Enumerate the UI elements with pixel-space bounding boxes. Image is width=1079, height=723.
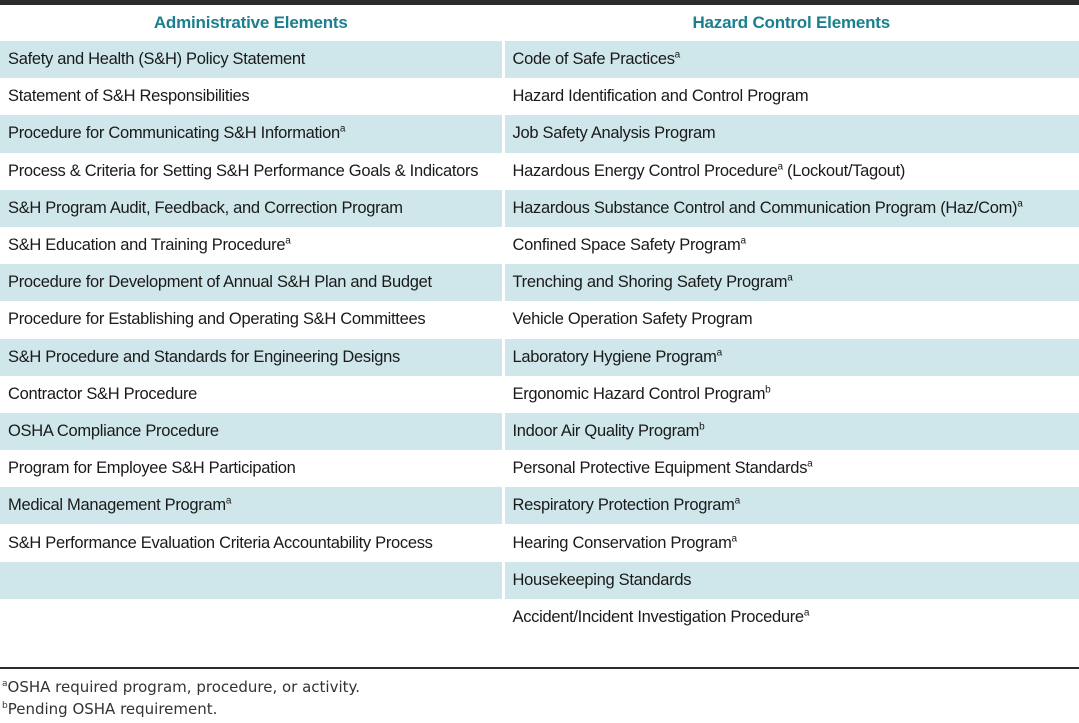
administrative-element-cell	[0, 339, 503, 376]
table-row	[0, 413, 1079, 450]
hazard-control-element-text: Trenching and Shoring Safety Program	[512, 273, 788, 292]
footnote-marker: a	[740, 235, 746, 247]
table-row	[0, 339, 1079, 376]
administrative-element-cell	[0, 115, 503, 152]
table-row	[0, 41, 1079, 78]
footnote-marker: a	[1017, 198, 1023, 210]
hazard-control-element-cell	[503, 153, 1079, 190]
hazard-control-element-cell	[503, 376, 1079, 413]
hazard-control-element-text: Respiratory Protection Program	[512, 496, 735, 515]
hazard-control-element-text: Confined Space Safety Program	[512, 236, 741, 255]
footnote-marker: a	[285, 235, 291, 247]
hazard-control-element-text: Vehicle Operation Safety Program	[512, 310, 753, 329]
table-body	[0, 41, 1079, 636]
hazard-control-elements-header: Hazard Control Elements	[503, 5, 1079, 41]
hazard-control-element-cell	[503, 301, 1079, 338]
hazard-control-element-cell	[503, 339, 1079, 376]
administrative-element-text: Process & Criteria for Setting S&H Performance Goals & Indicators	[8, 161, 479, 180]
administrative-element-cell	[0, 78, 503, 115]
footnote-marker: b	[699, 421, 705, 433]
table-row	[0, 301, 1079, 338]
table-row	[0, 115, 1079, 152]
table-row	[0, 153, 1079, 190]
administrative-element-text: Procedure for Development of Annual S&H Plan and Budget	[8, 273, 432, 292]
footnote-marker: a	[803, 607, 810, 619]
footnote-mark: b	[2, 701, 8, 711]
hazard-control-element-text: Job Safety Analysis Program	[512, 124, 716, 143]
administrative-element-cell	[0, 376, 503, 413]
footnote-marker: a	[674, 49, 680, 61]
hazard-control-element-cell	[503, 487, 1079, 524]
footnote-marker: a	[716, 347, 722, 359]
footnotes	[2, 676, 360, 720]
table-row	[0, 190, 1079, 227]
footnote-mark: a	[2, 679, 8, 689]
administrative-element-cell	[0, 153, 503, 190]
hazard-control-element-text: Ergonomic Hazard Control Program	[512, 384, 766, 403]
hazard-control-element-cell	[503, 41, 1079, 78]
hazard-control-element-text: Accident/Incident Investigation Procedure	[512, 607, 804, 626]
hazard-control-element-cell	[503, 227, 1079, 264]
table-row	[0, 227, 1079, 264]
table-row	[0, 264, 1079, 301]
table-row	[0, 487, 1079, 524]
administrative-element-text: Statement of S&H Responsibilities	[8, 87, 250, 106]
elements-table-container	[0, 5, 1079, 636]
table-row	[0, 524, 1079, 561]
administrative-element-cell	[0, 487, 503, 524]
footnote-marker: b	[765, 384, 771, 396]
table-row	[0, 78, 1079, 115]
footnote-b	[2, 698, 360, 720]
administrative-element-cell	[0, 524, 503, 561]
bottom-rule	[0, 667, 1079, 669]
hazard-control-element-cell	[503, 413, 1079, 450]
administrative-element-text: Safety and Health (S&H) Policy Statement	[8, 50, 306, 69]
administrative-element-cell	[0, 413, 503, 450]
administrative-element-text: Contractor S&H Procedure	[8, 384, 198, 403]
table-row	[0, 376, 1079, 413]
administrative-element-text: Procedure for Establishing and Operating S&H Committees	[8, 310, 426, 329]
administrative-element-cell	[0, 450, 503, 487]
hazard-control-element-cell	[503, 562, 1079, 599]
hazard-control-element-text: Hazardous Energy Control Procedure	[512, 161, 778, 180]
hazard-control-element-text: Hazard Identification and Control Program	[512, 87, 809, 106]
table-header-row	[0, 5, 1079, 41]
administrative-element-text: S&H Education and Training Procedure	[8, 236, 286, 255]
administrative-element-text: S&H Procedure and Standards for Engineering Designs	[8, 347, 400, 366]
administrative-element-cell	[0, 301, 503, 338]
hazard-control-element-cell	[503, 599, 1079, 636]
administrative-element-cell	[0, 562, 503, 599]
footnote-text: Pending OSHA requirement.	[7, 700, 218, 718]
hazard-control-element-text: Indoor Air Quality Program	[512, 421, 700, 440]
administrative-element-text: Procedure for Communicating S&H Information	[8, 124, 340, 143]
footnote-marker: a	[339, 123, 346, 135]
footnote-marker: a	[225, 495, 232, 507]
footnote-marker: a	[787, 272, 793, 284]
table-row	[0, 599, 1079, 636]
administrative-element-text: Program for Employee S&H Participation	[8, 459, 296, 478]
footnote-marker: a	[777, 161, 783, 173]
footnote-marker: a	[734, 495, 740, 507]
hazard-control-element-text: Code of Safe Practices	[512, 50, 675, 69]
hazard-control-element-cell	[503, 524, 1079, 561]
hazard-control-element-cell	[503, 190, 1079, 227]
administrative-element-cell	[0, 599, 503, 636]
hazard-control-element-text: Hazardous Substance Control and Communication Program (Haz/Com)	[512, 198, 1018, 217]
footnote-marker: a	[731, 533, 737, 545]
administrative-element-cell	[0, 264, 503, 301]
administrative-element-text: S&H Performance Evaluation Criteria Accountability Process	[8, 533, 433, 552]
footnote-a	[2, 676, 360, 698]
administrative-element-cell	[0, 227, 503, 264]
hazard-control-element-text: Laboratory Hygiene Program	[512, 347, 717, 366]
hazard-control-element-text: Housekeeping Standards	[512, 570, 692, 589]
hazard-control-element-cell	[503, 115, 1079, 152]
elements-table	[0, 5, 1079, 636]
hazard-control-element-text: Hearing Conservation Program	[512, 533, 732, 552]
administrative-element-text: S&H Program Audit, Feedback, and Correction Program	[8, 198, 403, 217]
table-row	[0, 562, 1079, 599]
hazard-control-element-cell	[503, 450, 1079, 487]
administrative-elements-header: Administrative Elements	[0, 5, 503, 41]
hazard-control-element-cell	[503, 264, 1079, 301]
hazard-control-element-text: Personal Protective Equipment Standards	[512, 459, 808, 478]
hazard-control-element-suffix: (Lockout/Tagout)	[782, 161, 906, 180]
footnote-marker: a	[807, 458, 813, 470]
administrative-element-cell	[0, 190, 503, 227]
administrative-element-text: Medical Management Program	[8, 496, 226, 515]
administrative-element-cell	[0, 41, 503, 78]
table-row	[0, 450, 1079, 487]
hazard-control-element-cell	[503, 78, 1079, 115]
footnote-text: OSHA required program, procedure, or activity.	[7, 678, 361, 696]
administrative-element-text: OSHA Compliance Procedure	[8, 421, 219, 440]
